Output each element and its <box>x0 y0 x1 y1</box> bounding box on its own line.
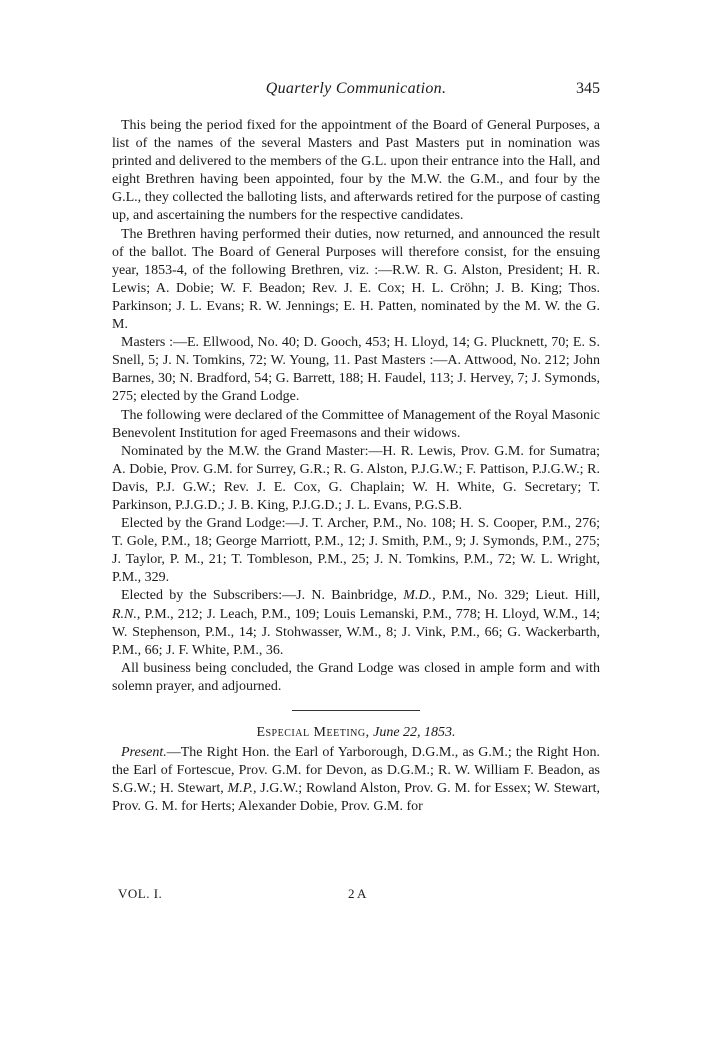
paragraph-elected-by-grand-lodge: Elected by the Grand Lodge:—J. T. Archer, P.M., No. 108; H. S. Cooper, P.M., 276; T. Gole, P.M., 18; George Marriott, P.M., 12; J. Smith, P.M., 9; J. Symonds, P.M., 275; J. Taylor, P. M., 21; T. Tombleson, P.M., 25; J. N. Tomkins, P.M., 72; W. L. Wright, P.M., 329. <box>112 516 600 586</box>
subscribers-md: M.D. <box>403 588 433 604</box>
page-header <box>112 80 600 104</box>
subscribers-text-1: Elected by the Subscribers:—J. N. Bainbridge, <box>121 588 404 604</box>
paragraph-ballot-result: The Brethren having performed their duties, now returned, and announced the result of the ballot. The Board of General Purposes will therefore consist, for the ensuing year, 1853-4, of the following Brethren, viz. :—R.W. R. G. Alston, President; H. R. Lewis; A. Dobie; W. F. Beadon; Rev. J. E. Cox; H. L. Cröhn; J. B. King; Thos. Parkinson; J. L. Evans; R. W. Jennings; E. H. Patten, nominated by the M. W. the G. M. <box>112 226 600 333</box>
running-title: Quarterly Communication. <box>265 80 447 97</box>
body-text <box>112 117 600 816</box>
paragraph-masters-list: Masters :—E. Ellwood, No. 40; D. Gooch, 453; H. Lloyd, 14; G. Plucknett, 70; E. S. Snell, 5; J. N. Tomkins, 72; W. Young, 11. Past Masters :—A. Attwood, No. 212; John Barnes, 30; N. Bradford, 54; G. Barrett, 188; H. Faudel, 113; J. Hervey, 7; J. Symonds, 275; elected by the Grand Lodge. <box>112 335 600 405</box>
present-mp: M.P. <box>227 781 253 797</box>
especial-meeting-title: Especial Meeting, <box>256 725 370 740</box>
especial-meeting-heading <box>112 724 600 742</box>
present-text-1: —The Right Hon. the Earl of Yarborough, D.G.M., as G.M.; the Right Hon. the Earl of Fortescue, Prov. G.M. for Devon, as D.G.M.; R. W. William F. Beadon, as S.G.W.; H. Stewart, <box>112 745 600 797</box>
paragraph-closing: All business being concluded, the Grand Lodge was closed in ample form and with solemn prayer, and adjourned. <box>112 660 600 694</box>
subscribers-rn: R.N. <box>112 606 137 622</box>
volume-label: VOL. I. <box>118 886 163 901</box>
subscribers-text-2: , P.M., No. 329; Lieut. Hill, <box>432 588 600 604</box>
page-footer <box>112 886 600 908</box>
section-divider <box>292 710 420 711</box>
present-text-2: , J.G.W.; Rowland Alston, Prov. G. M. for Essex; W. Stewart, Prov. G. M. for Herts; Alexander Dobie, Prov. G.M. for <box>112 781 600 815</box>
paragraph-elected-by-subscribers <box>112 587 600 659</box>
subscribers-text-3: , P.M., 212; J. Leach, P.M., 109; Louis Lemanski, P.M., 778; H. Lloyd, W.M., 14; W. Stephenson, P.M., 14; J. Stohwasser, W.M., 8; J. Vink, P.M., 66; G. Wackerbarth, P.M., 66; J. F. White, P.M., 36. <box>112 606 600 658</box>
paragraph-board-appointment: This being the period fixed for the appointment of the Board of General Purposes, a list of the names of the several Masters and Past Masters put in nomination was printed and delivered to the members of the G.L. upon their entrance into the Hall, and eight Brethren having been appointed, four by the M.W. the G.M., and four by the G.L., they collected the balloting lists, and afterwards retired for the purpose of casting up, and ascertaining the numbers for the respective candidates. <box>112 118 600 224</box>
paragraph-present <box>112 744 600 816</box>
signature-mark: 2 A <box>348 886 367 901</box>
page-number: 345 <box>576 80 600 97</box>
paragraph-nominated-by-grand-master: Nominated by the M.W. the Grand Master:—H. R. Lewis, Prov. G.M. for Sumatra; A. Dobie, Prov. G.M. for Surrey, G.R.; R. G. Alston, P.J.G.W.; F. Pattison, P.J.G.W.; R. Davis, P.J. G.W.; Rev. J. E. Cox, G. Chaplain; W. H. White, G. Secretary; T. Parkinson, P.J.G.D.; J. B. King, P.J.G.D.; J. L. Evans, P.G.S.B. <box>112 443 600 513</box>
present-label: Present. <box>121 745 167 761</box>
paragraph-committee-intro: The following were declared of the Committee of Management of the Royal Masonic Benevolent Institution for aged Freemasons and their widows. <box>112 407 600 441</box>
especial-meeting-date: June 22, 1853. <box>373 725 456 740</box>
